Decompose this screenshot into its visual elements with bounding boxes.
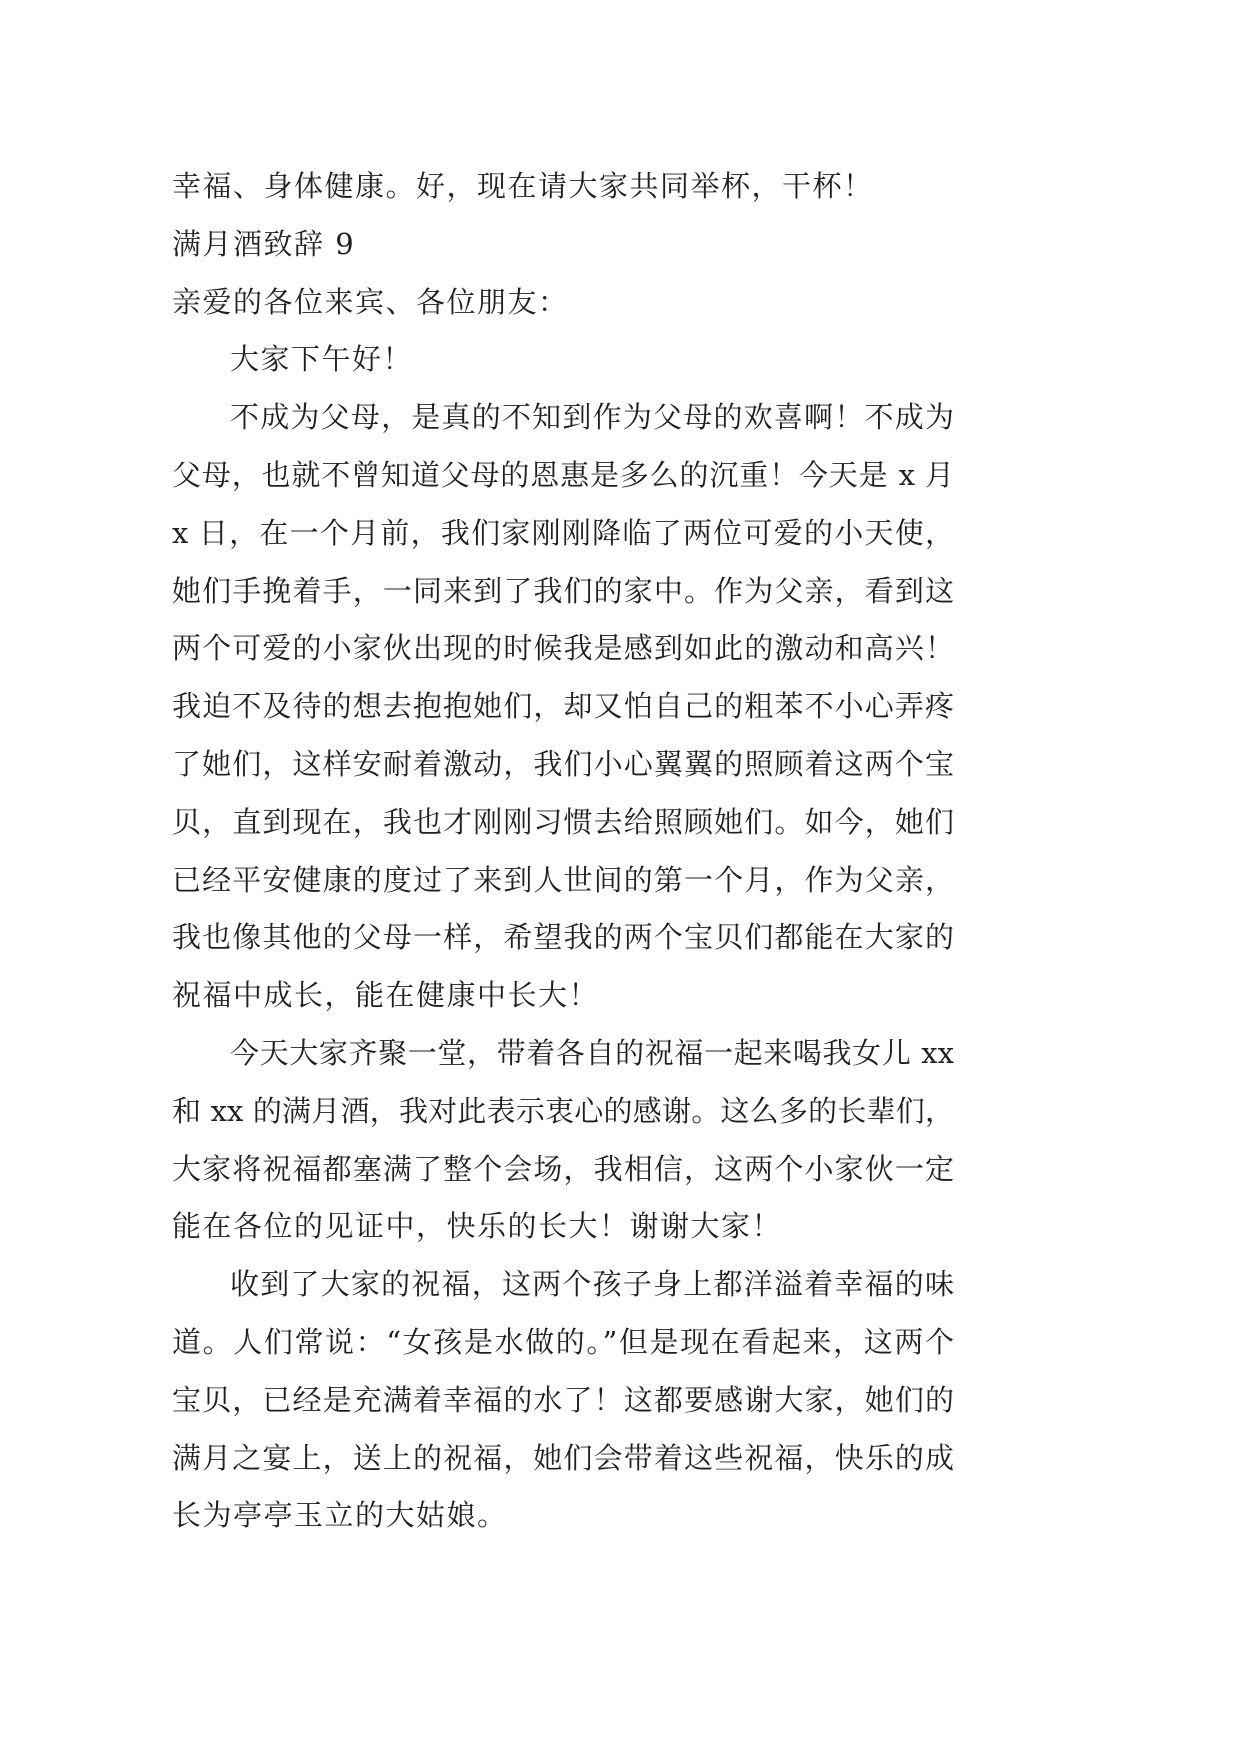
paragraph-line: 收到了大家的祝福，这两个孩子身上都洋溢着幸福的味 bbox=[230, 1267, 954, 1302]
paragraph-line: 两个可爱的小家伙出现的时候我是感到如此的激动和高兴！ bbox=[172, 631, 954, 666]
paragraph-line: 父母，也就不曾知道父母的恩惠是多么的沉重！今天是 x 月 bbox=[172, 457, 954, 492]
paragraph-3 bbox=[172, 1256, 954, 1545]
paragraph-2 bbox=[172, 1025, 954, 1256]
section-title: 满月酒致辞 9 bbox=[172, 226, 356, 261]
paragraph-line: 长为亭亭玉立的大姑娘。 bbox=[172, 1498, 508, 1533]
paragraph-line: 道。人们常说：“女孩是水做的。”但是现在看起来，这两个 bbox=[172, 1324, 954, 1359]
paragraph-line: 宝贝，已经是充满着幸福的水了！这都要感谢大家，她们的 bbox=[172, 1382, 954, 1417]
continuation-line: 幸福、身体健康。好，现在请大家共同举杯，干杯！ bbox=[172, 169, 874, 203]
paragraph-line: x 日，在一个月前，我们家刚刚降临了两位可爱的小天使， bbox=[172, 515, 954, 550]
paragraph-line: 能在各位的见证中，快乐的长大！谢谢大家！ bbox=[172, 1209, 783, 1244]
paragraph-line: 贝，直到现在，我也才刚刚习惯去给照顾她们。如今，她们 bbox=[172, 804, 954, 839]
paragraph-line: 和 xx 的满月酒，我对此表示衷心的感谢。这么多的长辈们， bbox=[172, 1093, 954, 1128]
paragraph-line: 我迫不及待的想去抱抱她们，却又怕自己的粗苯不小心弄疼 bbox=[172, 689, 954, 724]
paragraph-line: 我也像其他的父母一样，希望我的两个宝贝们都能在大家的 bbox=[172, 920, 954, 955]
paragraph-line: 祝福中成长，能在健康中长大！ bbox=[172, 978, 600, 1013]
paragraph-line: 已经平安健康的度过了来到人世间的第一个月，作为父亲， bbox=[172, 862, 954, 897]
paragraph-1 bbox=[172, 389, 954, 1025]
document-page bbox=[172, 158, 954, 1545]
paragraph-line: 今天大家齐聚一堂，带着各自的祝福一起来喝我女儿 xx bbox=[230, 1035, 954, 1070]
paragraph-line: 大家将祝福都塞满了整个会场，我相信，这两个小家伙一定 bbox=[172, 1151, 954, 1186]
paragraph-line: 她们手挽着手，一同来到了我们的家中。作为父亲，看到这 bbox=[172, 573, 954, 608]
paragraph-line: 了她们，这样安耐着激动，我们小心翼翼的照顾着这两个宝 bbox=[172, 746, 954, 781]
paragraph-line: 不成为父母，是真的不知到作为父母的欢喜啊！不成为 bbox=[230, 400, 954, 435]
salutation: 亲爱的各位来宾、各位朋友： bbox=[172, 284, 569, 319]
greeting: 大家下午好！ bbox=[230, 342, 414, 377]
paragraph-line: 满月之宴上，送上的祝福，她们会带着这些祝福，快乐的成 bbox=[172, 1440, 954, 1475]
